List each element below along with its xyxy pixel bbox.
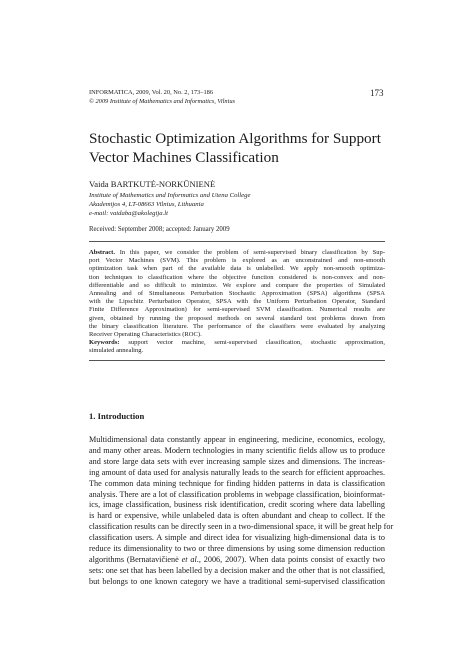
body-line: sets: one set that has been labelled by a decision maker and the other that is not classified, <box>89 565 385 575</box>
body-line: analysis. There are a lot of classification problems in webpage classification, bioinformat- <box>89 489 385 499</box>
body-line-citation: algorithms (Bernatavičienė et al., 2006, 2007). When data points consist of exactly two <box>89 554 385 564</box>
abstract-line: optimization task when part of the available data is unlabelled. We apply non-smooth optimiza- <box>89 265 385 273</box>
affiliation-line-1: Institute of Mathematics and Informatics and Utena College <box>89 192 251 199</box>
body-line: ics, image classification, business risk identification, credit scoring where data labelling <box>89 500 385 510</box>
body-line: is hard or expensive, while unlabeled data is often abundant and cheap to collect. If the <box>89 511 385 521</box>
body-line: classification users. A simple and direct idea for visualizing high-dimensional data is to <box>89 533 385 543</box>
abstract-line: Receiver Operating Characteristics (ROC). <box>89 331 202 339</box>
body-line: classification results can be directly seen in a two-dimensional space, it will be great help for <box>89 522 394 532</box>
abstract-line: Finite Difference Approximation) for semi-supervised SVM classification. Numerical results are <box>89 306 385 314</box>
abstract-block <box>89 249 385 356</box>
title-line-1: Stochastic Optimization Algorithms for Support <box>89 130 381 147</box>
body-text <box>89 435 394 588</box>
abstract-line: given, obtained by running the proposed methods on several standard test problems drawn from <box>89 314 385 322</box>
paper-title <box>89 129 389 167</box>
page-number: 173 <box>370 88 384 98</box>
keywords-line: simulated annealing. <box>89 347 144 355</box>
abstract-line: Abstract. In this paper, we consider the problem of semi-supervised binary classification by Sup- <box>89 249 386 256</box>
body-line: ing amount of data used for analysis naturally leads to the search for efficient approaches. <box>89 467 385 477</box>
section-title: Introduction <box>97 411 145 421</box>
affiliation-line-2: Akademijos 4, LT-08663 Vilnius, Lithuania <box>89 201 204 208</box>
abstract-line: differentiable and so difficult to minimize. We explore and compare the properties of Simulated <box>89 281 385 289</box>
keywords-label: Keywords: <box>89 339 120 347</box>
journal-citation: INFORMATICA, 2009, Vol. 20, No. 2, 173–186 <box>89 89 214 96</box>
body-line: The common data mining technique for finding hidden patterns in data is classification <box>89 478 385 488</box>
abstract-line: port Vector Machines (SVM). This problem is explored as an unconstrained and non-smooth <box>89 257 385 265</box>
section-number: 1. <box>89 411 96 421</box>
body-line: Multidimensional data constantly appear in engineering, medicine, economics, ecology, <box>89 435 385 444</box>
body-line: and store large data sets with ever increasing sample sizes and dimensions. The increas- <box>89 456 385 466</box>
title-line-2: Vector Machines Classification <box>89 149 279 166</box>
copyright-line <box>89 97 389 106</box>
copyright-text: © 2009 Institute of Mathematics and Informatics, Vilnius <box>89 98 236 105</box>
abstract-line: with the Lipschitz Perturbation Operator, SPSA with the Uniform Perturbation Operator, Standard <box>89 298 385 306</box>
section-heading <box>89 411 144 421</box>
abstract-label: Abstract. <box>89 249 115 256</box>
body-line: reduce its dimensionality to two or three dimensions by using some dimension reduction <box>89 544 385 554</box>
author-email: e-mail: vaidaba@akolegija.lt <box>89 210 168 217</box>
running-head <box>89 88 389 106</box>
abstract-line: tion techniques to classification where the objective function considered is non-convex and non- <box>89 273 385 281</box>
abstract-bottom-divider <box>89 360 385 361</box>
abstract-line: the binary classification literature. The performance of the classifiers were evaluated by analyzing <box>89 322 385 330</box>
author-affiliation <box>89 191 250 218</box>
received-dates: Received: September 2008; accepted: January 2009 <box>89 226 230 233</box>
abstract-top-divider <box>89 241 385 242</box>
body-line: but belongs to one known category we have a traditional semi-supervised classification <box>89 576 385 586</box>
body-line: and many other areas. Modern technologies in many scientific fields allow us to produce <box>89 445 385 455</box>
abstract-line: Annealing and of Simultaneous Perturbation Stochastic Approximation (SPSA) algorithms (SPSA <box>89 290 385 298</box>
author-name: Vaida BARTKUTĖ-NORKŪNIENĖ <box>89 179 216 189</box>
keywords-line: Keywords: support vector machine, semi-supervised classification, stochastic approximation, <box>89 339 385 347</box>
